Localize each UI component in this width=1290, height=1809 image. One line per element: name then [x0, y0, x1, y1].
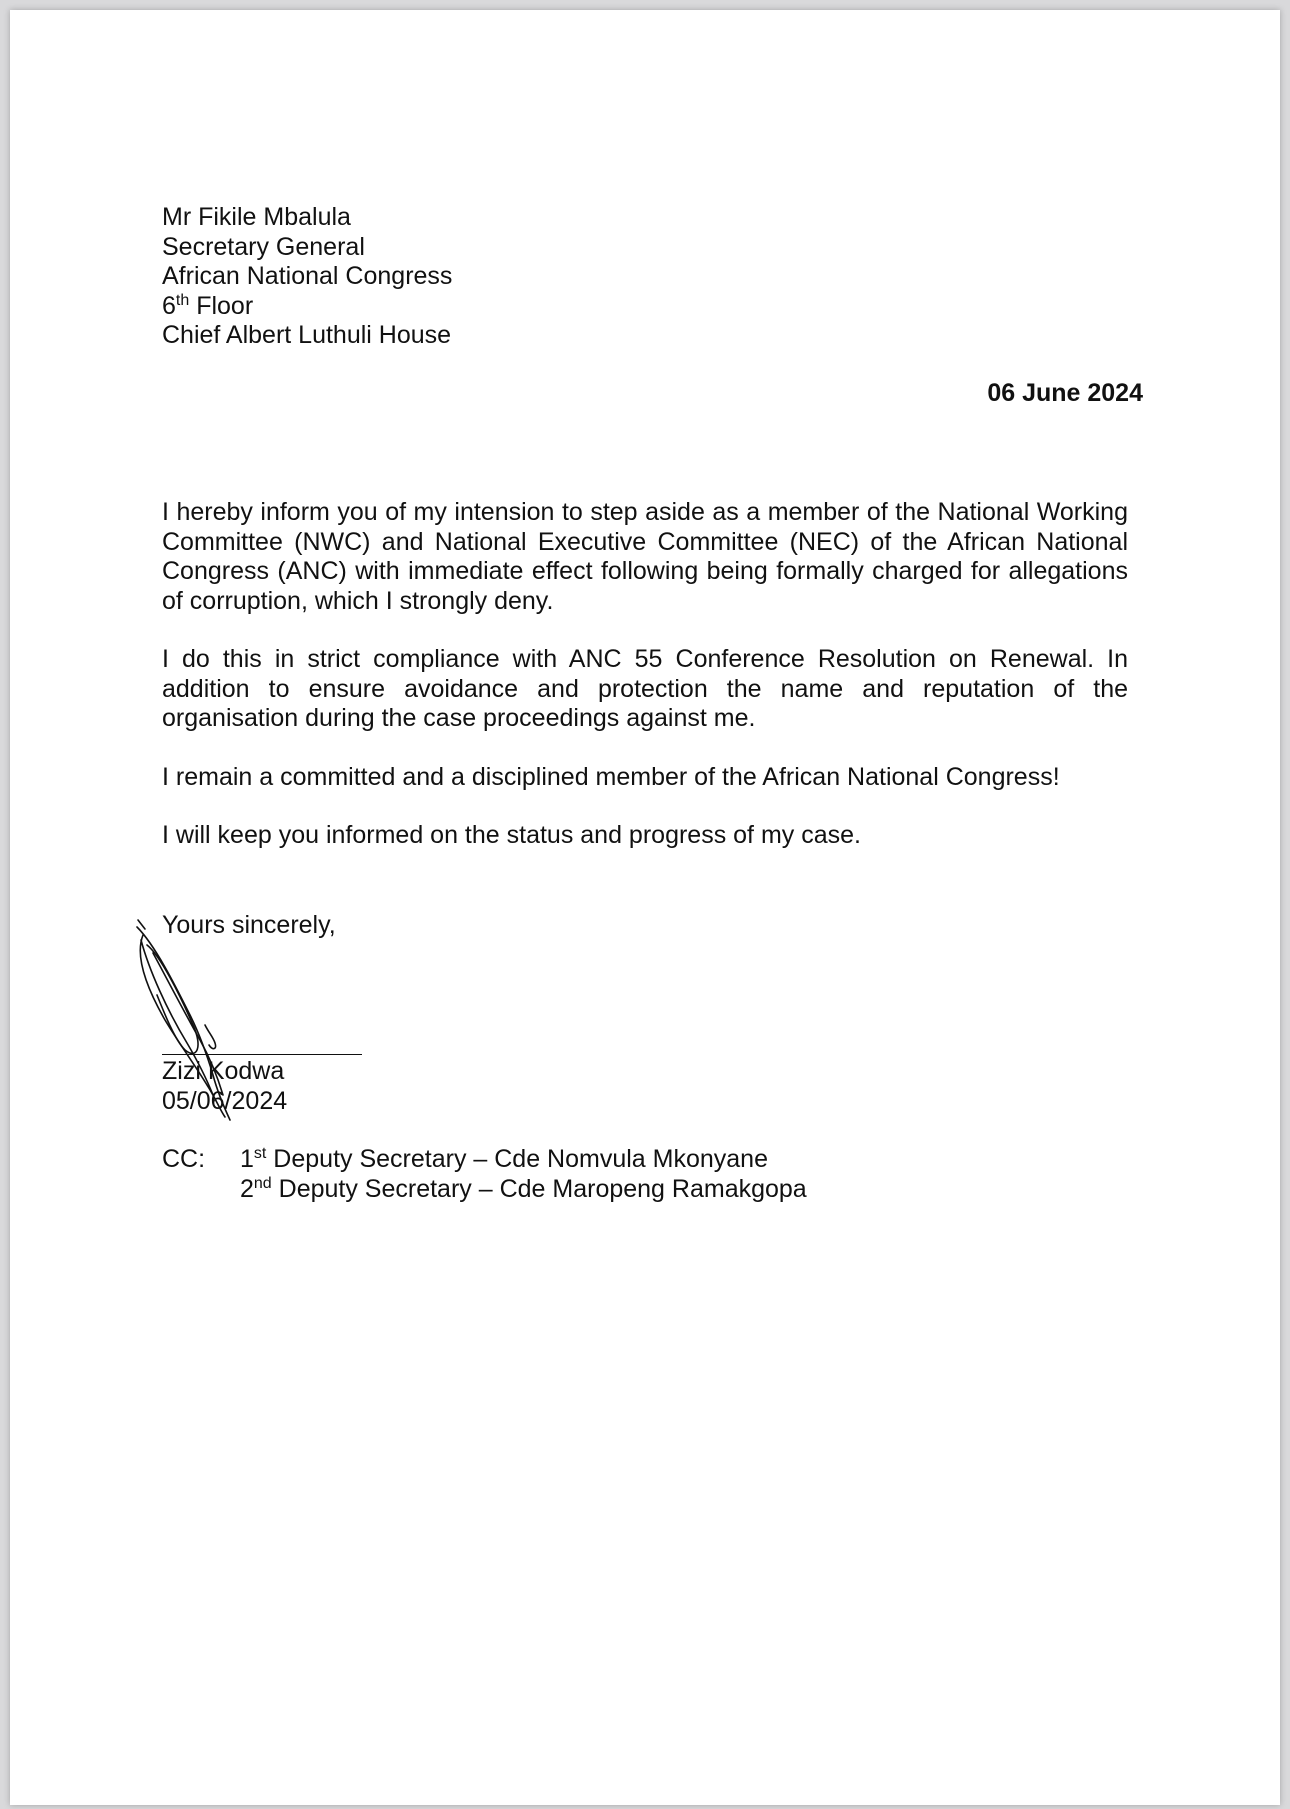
cc-entry-text: Deputy Secretary – Cde Nomvula Mkonyane [266, 1145, 768, 1173]
cc-entry-text: Deputy Secretary – Cde Maropeng Ramakgopa [271, 1174, 807, 1203]
floor-number: 6 [162, 291, 176, 320]
recipient-building: Chief Albert Luthuli House [162, 321, 452, 350]
floor-suffix: th [175, 291, 190, 309]
signer-date: 05/06/2024 [162, 1086, 288, 1115]
recipient-organisation: African National Congress [162, 262, 453, 291]
cc-list [240, 1145, 807, 1204]
floor-word: Floor [189, 291, 254, 320]
recipient-address [162, 203, 452, 351]
cc-ordinal: 1 [240, 1145, 254, 1173]
body-paragraph-3: I remain a committed and a disciplined member of the African National Congress! [162, 763, 1060, 791]
signer-name: Zizi Kodwa [162, 1057, 285, 1085]
cc-ordinal-suffix: nd [253, 1174, 272, 1192]
cc-ordinal: 2 [240, 1174, 254, 1203]
closing-salutation: Yours sincerely, [162, 911, 336, 939]
body-paragraph-1: I hereby inform you of my intension to step aside as a member of the National Working Committee (NWC) and National Executive Committee (NEC) of the African National Congress (ANC) with immediate effect following being formally charged for allegations of corruption, which I strongly deny. [162, 498, 1128, 615]
handwritten-signature [135, 915, 255, 1125]
recipient-title: Secretary General [162, 232, 365, 261]
cc-entry [240, 1175, 807, 1205]
letter-date: 06 June 2024 [987, 379, 1143, 407]
cc-ordinal-suffix: st [253, 1145, 267, 1162]
cc-label: CC: [162, 1145, 206, 1173]
body-paragraph-4: I will keep you informed on the status and progress of my case. [162, 821, 861, 849]
letter-page [10, 10, 1280, 1805]
body-paragraph-2: I do this in strict compliance with ANC 55 Conference Resolution on Renewal. In addition to ensure avoidance and protection the name and reputation of the organisation during the case proceedings against me. [162, 645, 1128, 733]
cc-entry [240, 1145, 807, 1175]
recipient-name: Mr Fikile Mbalula [162, 203, 351, 231]
recipient-floor [162, 292, 452, 322]
